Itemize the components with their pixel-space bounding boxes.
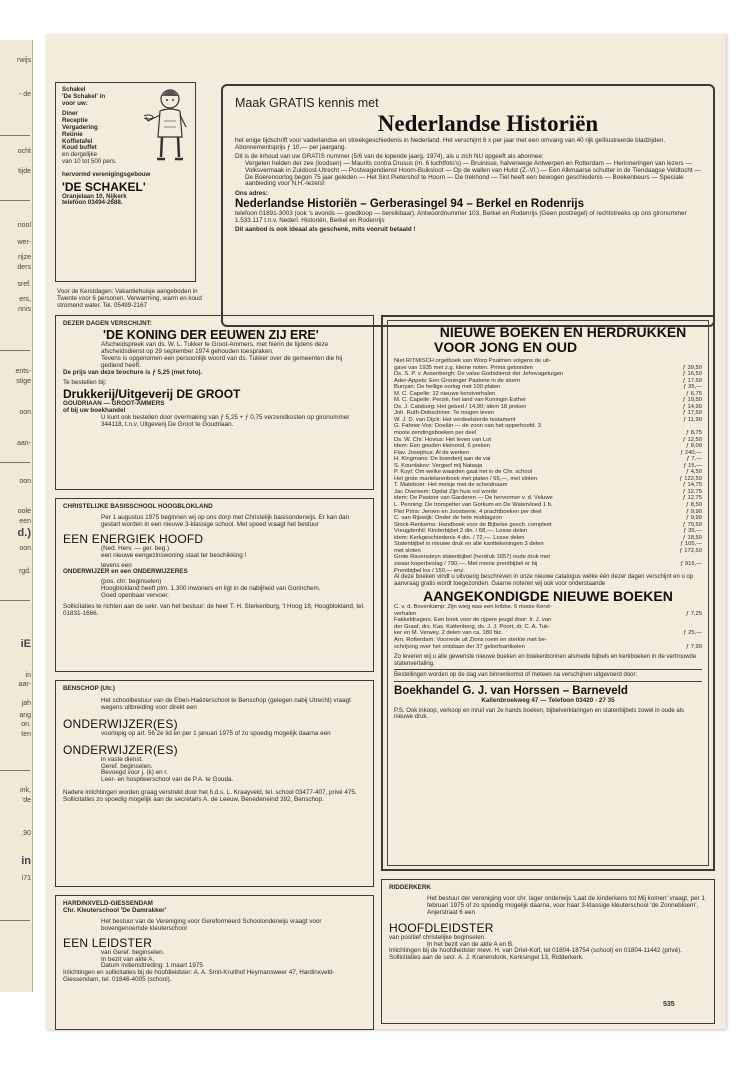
boeken-note: Al deze boeken vindt u uitvoerig beschreven in onze nieuwe catalogus welke één dezer dagen verschijnt en u op aanvraag gratis wordt toegezonden. Gaarne noteren wij ook voor onderstaande <box>394 574 694 587</box>
boeken-title-1: NIEUWE BOEKEN EN HERDRUKKEN <box>439 324 687 340</box>
ridderkerk-p4: Inlichtingen bij de hoofdleidster mevr. H. van Driel-Kolf, tel 01804-18754 (school) en 01804-11442 (privé). Sollicitaties aan de secr. A. J. Kranendonk, Kerksingel 13, Ridderkerk. <box>389 947 682 962</box>
prev-page-fragment: 'de <box>21 797 31 804</box>
book-price: ƒ 25,— <box>683 630 702 637</box>
book-price: ƒ 7,25 <box>685 610 702 617</box>
boeken-title-2: VOOR JONG EN OUD <box>434 339 578 355</box>
book-price: ƒ 11,90 <box>683 416 702 423</box>
book-title: Fakkeldragers. Een boek voor de rijpere jeugd door: Ir. J. van <box>394 617 552 624</box>
book-price: ƒ 8,50 <box>685 502 702 509</box>
book-price: ƒ 8,75 <box>685 430 702 437</box>
prev-page-fragment: aan- <box>16 440 31 447</box>
boeken-ps: P.S. Ook inkoop, verkoop en inruil van 2e hands boeken, bijbelverklaringen en statenbijbels zowel in oude als nieuwe druk. <box>394 707 685 721</box>
benschop-head: BENSCHOP (Utr.) <box>63 685 116 692</box>
book-price: ƒ 39,50 <box>682 364 702 371</box>
benschop-p4: Nadere inlichtingen worden graag verstrekt door het h.d.s. L. Kraayveld, tel. school 03477-407, privé 475. Sollicitaties zo spoedig mogelijk aan de secretaris A. de Leeuw, Benedeneind 392, Benschop. <box>63 789 357 804</box>
book-price: ƒ 14,90 <box>682 403 702 410</box>
book-title: P. Kuyt: Om welke waarden gaat het in de Chr. school <box>394 469 533 476</box>
prev-page-rule <box>0 135 30 136</box>
book-price: ƒ 172,50 <box>679 547 702 554</box>
book-title: Bunyan: De heilige oorlog met 100 platen <box>394 384 501 391</box>
book-price: ƒ 12,50 <box>682 436 702 443</box>
book-title: L. Penning: De trompetter van Gorkum en De Watervloed 1 b. <box>394 502 553 509</box>
previous-page-edge <box>0 40 33 992</box>
hoogblokland-ad <box>55 498 374 672</box>
book-price: ƒ 915,— <box>680 560 702 567</box>
book-price: ƒ 17,50 <box>682 410 702 417</box>
prev-page-fragment: oole <box>17 508 31 515</box>
boeken-ad <box>381 315 715 871</box>
boeken-note-3: Bestellingen worden op de dag van binnenkomst of meteen na verschijnen uitgevoerd door: <box>394 672 638 679</box>
prev-page-fragment: rijze <box>18 254 31 261</box>
benschop-p2: voorlopig op art. 56 2e lid en per 1 januari 1975 of zo spoedig mogelijk daarna een <box>101 729 331 737</box>
benschop-ad <box>55 680 374 887</box>
book-title: met sloten <box>394 547 421 554</box>
prev-page-fragment: ents- <box>15 368 31 375</box>
prev-page-fragment: ders <box>17 264 31 271</box>
prev-page-fragment: in <box>25 672 31 679</box>
prev-page-fragment: oon <box>19 545 31 552</box>
book-title: Ds. W. Chr. Hovius: Het leven van Lot <box>394 436 491 443</box>
hardinxveld-p1: Het bestuur van de Vereniging voor Gereformeerd Schoolonderwijs vraagt voor bovengenoemde kleuterschool <box>101 917 322 932</box>
prev-page-fragment: een <box>19 518 31 525</box>
schakel-services: Diner Receptie Vergadering Reünie Koffietafel Koud buffet <box>62 110 98 152</box>
koning-p3: U kunt ook bestellen door overmaking van ƒ 5,25 + ƒ 0,75 verzendkosten op gironummer 344118, t.n.v. Uitgeverij De Groot te Goudriaan. <box>101 414 350 429</box>
book-title: Stock-Renkema: Handboek voor de Bijbelse gesch. compleet <box>394 521 552 528</box>
prev-page-rule <box>0 462 30 463</box>
prev-page-fragment: on. <box>21 721 31 728</box>
book-price: ƒ 16,50 <box>682 371 702 378</box>
prev-page-fragment: tijde <box>18 168 31 175</box>
book-title: Ader-Appels: Een Groninger Pastorie in de storm <box>394 377 520 384</box>
hoogblokland-p3: (pos. chr. beginselen) Hoogblokland heeft plm. 1.300 inwoners en ligt in de nabijheid van Gorinchem. Goed openbaar vervoer. <box>101 578 321 600</box>
hoogblokland-big: EEN ENERGIEK HOOFD <box>63 531 204 546</box>
prev-page-fragment: jah <box>21 700 31 707</box>
book-price: ƒ 19,50 <box>682 397 702 404</box>
prev-page-fragment: ,90 <box>21 830 31 837</box>
hardinxveld-ad <box>55 895 374 1030</box>
koning-ad <box>55 315 374 490</box>
book-title: idem: Een gouden kleinood, 6 preken <box>394 443 491 450</box>
book-title: Piet Prins: Jeroen en Joostserie, 4 prachtboeken per deel <box>394 508 542 515</box>
koning-price: De prijs van deze brochure is ƒ 5,25 (met foto). <box>63 368 203 376</box>
book-title: M. C. Capelle: Perzië, het land van Koningin Esther <box>394 397 527 404</box>
book-price: ƒ 4,50 <box>685 469 702 476</box>
ridderkerk-p2: van positief christelijke beginselen. <box>389 933 486 941</box>
book-title: Arn. Rotterdam: Voorrede uit Zions roem en sterkte met be- <box>394 636 547 643</box>
schakel-ad <box>55 82 196 282</box>
historien-contact: telefoon 01891-3003 (ook 's avonds — goedkoop — bereikbaar). Antwoordnummer 103, Berkel en Rodenrijs (Geen postzegel) of rechtstreeks op ons gironummer 1.533.117 t.n.v. Nederl. Historiën, Berkel en Rodenrijs <box>235 210 687 225</box>
koning-publisher-location: GOUDRIAAN — GROOT-AMMERS <box>63 400 165 408</box>
book-title: S. Kourdakov: Vergeef mij Natasja <box>394 462 483 469</box>
schakel-address: Oranjelaan 10, Nijkerk telefoon 03494-2688. <box>62 192 127 207</box>
book-title: C. v. d. Bovenkamp: Zijn wieg was een kribbe. 6 mooie Kerst- <box>394 604 552 611</box>
prev-page-fragment: sref. <box>17 281 31 288</box>
prev-page-rule <box>0 770 30 771</box>
book-title: T. Mateboer: Het meisje met de scheidnaam <box>394 482 508 489</box>
prev-page-fragment: wer- <box>17 239 31 246</box>
book-title: idem: De Pastoor van Garderen — De hervormer v. d. Veluwe <box>394 495 553 502</box>
book-title: Statenbijbel in nieuwe druk en alle kanttekeningen 3 delen <box>394 541 544 548</box>
boeken-sub-title: AANGEKONDIGDE NIEUWE BOEKEN <box>423 588 673 605</box>
benschop-p1: Het schoolbestuur van de Eben-Haëzerschool te Benschop (gelegen nabij Utrecht) vraagt wegens uitbreiding voor direkt een <box>101 696 351 711</box>
benschop-big-2: ONDERWIJZER(ES) <box>63 742 178 757</box>
prev-page-fragment: stige <box>16 378 31 385</box>
historien-ad <box>221 84 715 327</box>
book-price: ƒ 9,90 <box>685 515 702 522</box>
hardinxveld-head: HARDINXVELD-GIESSENDAM <box>63 900 153 907</box>
book-title: M. C. Capelle: 12 nieuwe kerstverhalen <box>394 390 496 397</box>
hardinxveld-big: EEN LEIDSTER <box>63 935 153 950</box>
book-title: Grote Ravensteyn statenbijbel (herdruk 1657) oude druk met <box>394 554 550 561</box>
ridderkerk-p1: Het bestuur der vereniging voor chr. lager onderwijs 'Laat de kinderkens tot Mij komen' vraagt, per 1 februari 1975 of zo spoedig mogelijk daarna, voor haar 3-klassige kleuterschool 'de Zonnebloem', Anjerstraat 6 een <box>427 894 705 916</box>
book-price: ƒ 79,50 <box>682 521 702 528</box>
koning-bookshop: of bij uw boekhandel <box>63 407 126 415</box>
schakel-extra: en dergelijke van 10 tot 500 pers. <box>62 151 117 165</box>
book-price: ƒ 122,50 <box>679 475 702 482</box>
prev-page-fragment: ocht <box>17 148 31 155</box>
book-price <box>700 568 702 575</box>
book-title: Jac Overeem: Opdat Zijn huis vol worde <box>394 488 498 495</box>
hoogblokland-sub: (Ned. Herv. — ger. beg.) <box>101 544 170 552</box>
historien-gift: Dit aanbod is ook ideaal als geschenk, mits vooruit betaald ! <box>235 226 416 234</box>
prev-page-fragment: rwijs <box>17 57 31 64</box>
prev-page-rule <box>0 350 30 351</box>
boeken-note-2: Zo leveren wij u alle gewenste nieuwe boeken en boekenbonnen alsmede bijbels en kerkboeken in de vertrouwde statenvertaling. <box>394 654 697 667</box>
book-price: ƒ 35,— <box>683 384 702 391</box>
koning-title: 'DE KONING DER EEUWEN ZIJ ERE' <box>103 327 319 342</box>
book-price: ƒ 7,90 <box>685 643 702 650</box>
book-price: ƒ 105,— <box>680 541 702 548</box>
historien-issue: Dit is de inhoud van uw GRATIS nummer (5/6 van de lopende jaarg. 1974), als u zich NU opgeeft als abonnee: <box>235 152 544 160</box>
historien-address-label: Ons adres: <box>235 190 268 198</box>
prev-page-fragment: ang <box>19 712 31 719</box>
book-price: ƒ 9,90 <box>685 508 702 515</box>
book-title: Ds. S. P. v. Assenbergh: De valse Godsdienst der Jehovagetuigen <box>394 371 564 378</box>
book-title: mooie zendingsboeken per deel <box>394 430 477 437</box>
boeken-shop-sub: Kallenbroekweg 47 — Telefoon 03420 - 27 35 <box>481 696 615 704</box>
koning-head: DEZER DAGEN VERSCHIJNT: <box>63 320 152 327</box>
book-price: ƒ 18,50 <box>682 534 702 541</box>
book-row <box>394 644 702 651</box>
prev-page-rule <box>0 200 30 201</box>
newspaper-page <box>46 34 726 1029</box>
benschop-big-1: ONDERWIJZER(ES) <box>63 716 178 731</box>
prev-page-fragment: nnis <box>18 306 31 313</box>
book-price: ƒ 240,— <box>680 449 702 456</box>
hoogblokland-role: ONDERWIJZER en een ONDERWIJZERES <box>63 568 188 576</box>
prev-page-rule <box>0 600 30 601</box>
koning-p1: Afscheidspreek van ds. W. L. Tukker te Groot-Ammers, met hierin de tijdens deze afscheidsdienst op 29 september 1974 gehouden toespraken. <box>101 340 329 355</box>
book-title: Prentbijbel los / 150,— enz. <box>394 567 465 574</box>
prev-page-fragment: aar- <box>18 681 31 688</box>
chef-illustration <box>144 87 190 165</box>
prev-page-fragment: oon <box>19 478 31 485</box>
prev-page-fragment: nool <box>17 222 31 229</box>
ridderkerk-p3: In het bezit van de akte A en B. <box>427 940 514 948</box>
koning-publisher: Drukkerij/Uitgeverij DE GROOT <box>63 387 241 402</box>
book-title: C. van Rijswijk: Onder de hete middagzon <box>394 515 502 522</box>
book-price: ƒ 17,50 <box>682 377 702 384</box>
historien-pre: Maak GRATIS kennis met <box>235 96 379 110</box>
book-price: ƒ 15,— <box>683 462 702 469</box>
boeken-list-2 <box>394 604 702 650</box>
hoogblokland-also: tevens een <box>101 561 132 569</box>
prev-page-fragment: ink, <box>20 787 31 794</box>
benschop-p3: in vaste dienst. Geref. beginselen. Bevoegd voor j. (k) en r. Leer- en hospiteerschool van de P.A. te Gouda. <box>101 755 234 784</box>
book-title: Niet RITMISCH orgelboek van Worp Psalmen volgens de uit- <box>394 358 551 364</box>
book-title: idem: Kerkgeschiedenis 4 din. / 72,—. Losse delen <box>394 534 525 541</box>
ridderkerk-big: HOOFDLEIDSTER <box>389 920 494 935</box>
hoogblokland-p1: Per 1 augustus 1975 beginnen wij op ons dorp met Christelijk basisonderwijs. Er kan dan gestart worden in een nieuwe 3-klassige school. Met spoed vraagt het bestuur <box>101 513 350 528</box>
prev-page-fragment: rgd. <box>18 568 31 575</box>
prev-page-fragment: oon <box>19 409 31 416</box>
ridderkerk-head: RIDDERKERK <box>389 884 431 891</box>
historien-address: Nederlandse Historiën – Gerberasingel 94 – Berkel en Rodenrijs <box>235 198 584 211</box>
book-title: G. Fahner-Vos: Doeâin — de zoon van het opperhoofd. 3 <box>394 423 541 430</box>
historien-contents: Vergeten helden der zee (loodsen) — Maurits contra Drusus (m. 6 luchtfoto's) — Bruinisse, halverwege Antwerpen en Rotterdam — Herinneringen van lezers — Volksvermaak in Zuidoost-Utrecht — Postwagendienst Hoorn-Buiksloot — Op de wallen van Hulst (Z.-Vl.) — Een Alkmaarse schutter in de Tiendaagse Veldtocht — De Boerenoorlog begon 75 jaar geleden — Het Sint Pietershof te Hoorn — De trekhond — Tiel heeft een bewogen geschiedenis — Boekenbeurs — Speciale aanbieding voor N.H.-lezers! <box>245 159 701 188</box>
book-title: schrijving over het ontstaan der 37 geloofsartikelen <box>394 643 525 650</box>
book-title: verhalen <box>394 610 417 617</box>
prev-page-rule <box>0 920 30 921</box>
historien-intro: het enige tijdschrift voor vaderlandse en streekgeschiedenis in Nederland. Het verschijnt 6 x per jaar met een omvang van 40 rijk geïllustreerde bladzijden. Abonnementsprijs ƒ 10,— per jaargang. <box>235 137 666 151</box>
book-title: Vreugdenhil: Kinderbijbel 2 din. / 68,—. Losse delen <box>394 528 528 535</box>
hardinxveld-head-2: Chr. Kleuterschool 'De Damrakker' <box>63 906 167 914</box>
prev-page-fragment: d.) <box>17 527 31 539</box>
boeken-shop: Boekhandel G. J. van Horssen – Barneveld <box>394 684 628 697</box>
book-price: ƒ 12,75 <box>682 495 702 502</box>
book-price: ƒ 6,75 <box>685 390 702 397</box>
book-price: ƒ 35,— <box>683 528 702 535</box>
prev-page-fragment: i71 <box>21 875 31 882</box>
hoogblokland-p4: Sollicitaties te richten aan de sekr. van het bestuur: de heer T. H. Sterkenburg, 't Hoog 18, Hoogblokland, tel. 01831-1666. <box>63 603 365 617</box>
book-title: zwaar koperbeslag / 790,—. Met mooie prentbijbel er bij <box>394 560 538 567</box>
prev-page-fragment: - de <box>18 91 31 98</box>
book-title: ker en M. Verwey. 2 delen van ca. 180 blz. <box>394 630 503 637</box>
hardinxveld-p2: van Geref. beginselen. In bezit van akte A. Datum indiensttreding: 1 maart 1975 <box>101 948 203 970</box>
schakel-name: 'DE SCHAKEL' <box>62 179 146 194</box>
koning-order: Te bestellen bij: <box>63 379 107 387</box>
book-title: Het grote martelarenboek met platen / 65,—, met sloten <box>394 475 538 482</box>
schakel-tag: hervormd verenigingsgebouw <box>62 170 151 178</box>
koning-p2: Tevens is opgenomen een persoonlijk woord van ds. Tukker over de gemeenten die hij gediend heeft. <box>101 354 343 369</box>
page-number: 535 <box>663 1001 675 1008</box>
vakantie-ad: Voor de Kerstdagen: Vakantiehuisje aangeboden in Twente voor 6 personen. Verwarming, warm en koud stromend water. Tel. 05499-2167 <box>57 288 202 309</box>
hoogblokland-p2: een nieuwe eengezinswoning staat ter beschikking ! <box>101 551 247 559</box>
prev-page-fragment: ten <box>21 731 31 738</box>
book-title: Flav. Josephus: Al de werken <box>394 449 469 456</box>
historien-title: Nederlandse Historiën <box>377 111 599 136</box>
book-title: gave van 1935 met z.g. kleine noten. Prima gebonden <box>394 364 533 371</box>
schakel-intro: Schakel 'De Schakel' in voor uw: <box>62 86 106 107</box>
book-title: Ds. J. Catsburg: Het gebed / 14,90; idem 18 preken <box>394 403 527 410</box>
book-title: Joh. Ruth-Dobschiner: Te mogen leven <box>394 410 495 417</box>
boeken-list <box>394 358 702 574</box>
book-title: W. J. D. van Dijck: Het verdeelsterde testament <box>394 416 516 423</box>
book-title: H. Kingmans: De boerderij aan de vai <box>394 456 491 463</box>
book-price: ƒ 7,— <box>686 456 702 463</box>
book-price: ƒ 12,75 <box>682 488 702 495</box>
hoogblokland-head: CHRISTELIJKE BASISSCHOOL HOOGBLOKLAND <box>63 503 213 510</box>
book-price: ƒ 14,75 <box>682 482 702 489</box>
prev-page-fragment: ers, <box>19 296 31 303</box>
prev-page-fragment: in <box>21 855 31 867</box>
prev-page-fragment: iE <box>20 638 31 650</box>
book-price: ƒ 8,00 <box>685 443 702 450</box>
book-title: der Graaf, drs. Kas. Kattenberg, ds. J. J. Poort, dr. C. A. Tuk- <box>394 623 550 630</box>
hardinxveld-p3: Inlichtingen en sollicitaties bij de hoofdleidster: A. A. Smit-Kruithof Heymansweer 47, Hardinxveld-Giessendam, tel. 01846-4005 (school). <box>63 969 335 984</box>
